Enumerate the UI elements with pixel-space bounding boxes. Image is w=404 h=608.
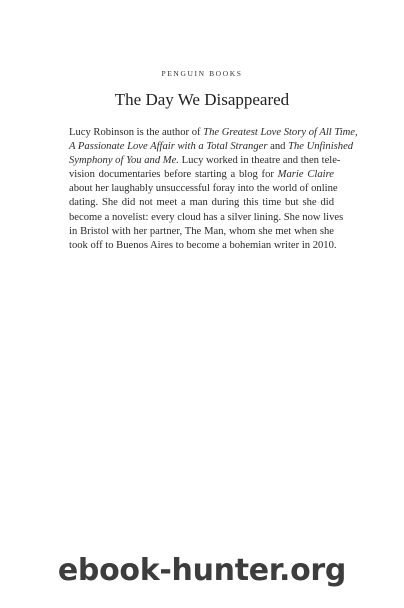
book-title-italic: Symphony of You and Me.	[69, 155, 179, 167]
book-title-italic: The Greatest Love Story of All Time,	[203, 127, 358, 138]
bio-line	[69, 140, 354, 154]
bio-text: become a novelist: every cloud has a silver lining. She now lives	[69, 211, 344, 223]
bio-line	[69, 126, 358, 140]
bio-line	[69, 211, 344, 225]
bio-line	[69, 168, 334, 182]
bio-text: about her laughably unsuccessful foray into the world of online	[69, 183, 338, 195]
bio-text: Lucy Robinson is the author of	[69, 127, 204, 138]
bio-text: in Bristol with her partner, The Man, whom she met when she	[69, 225, 334, 237]
book-title-italic: The Unfinished	[288, 141, 354, 153]
bio-line	[69, 239, 337, 253]
publisher-imprint: PENGUIN BOOKS	[161, 69, 243, 78]
bio-line	[69, 196, 334, 210]
bio-text: and	[267, 141, 289, 153]
bio-text: took off to Buenos Aires to become a bohemian writer in 2010.	[69, 239, 337, 251]
bio-line	[69, 182, 338, 196]
bio-line	[69, 154, 341, 168]
book-title-italic: A Passionate Love Affair with a Total Stranger	[69, 141, 268, 153]
bio-text: vision documentaries before starting a blog for	[69, 169, 278, 181]
book-title: The Day We Disappeared	[114, 90, 290, 109]
bio-text: Lucy worked in theatre and then tele-	[178, 155, 341, 167]
author-bio	[69, 126, 358, 253]
book-title-italic: Marie Claire	[277, 169, 334, 181]
bio-text: dating. She did not meet a man during this time but she did	[69, 197, 334, 209]
watermark-text: ebook-hunter.org	[57, 553, 347, 588]
bio-line	[69, 225, 334, 239]
